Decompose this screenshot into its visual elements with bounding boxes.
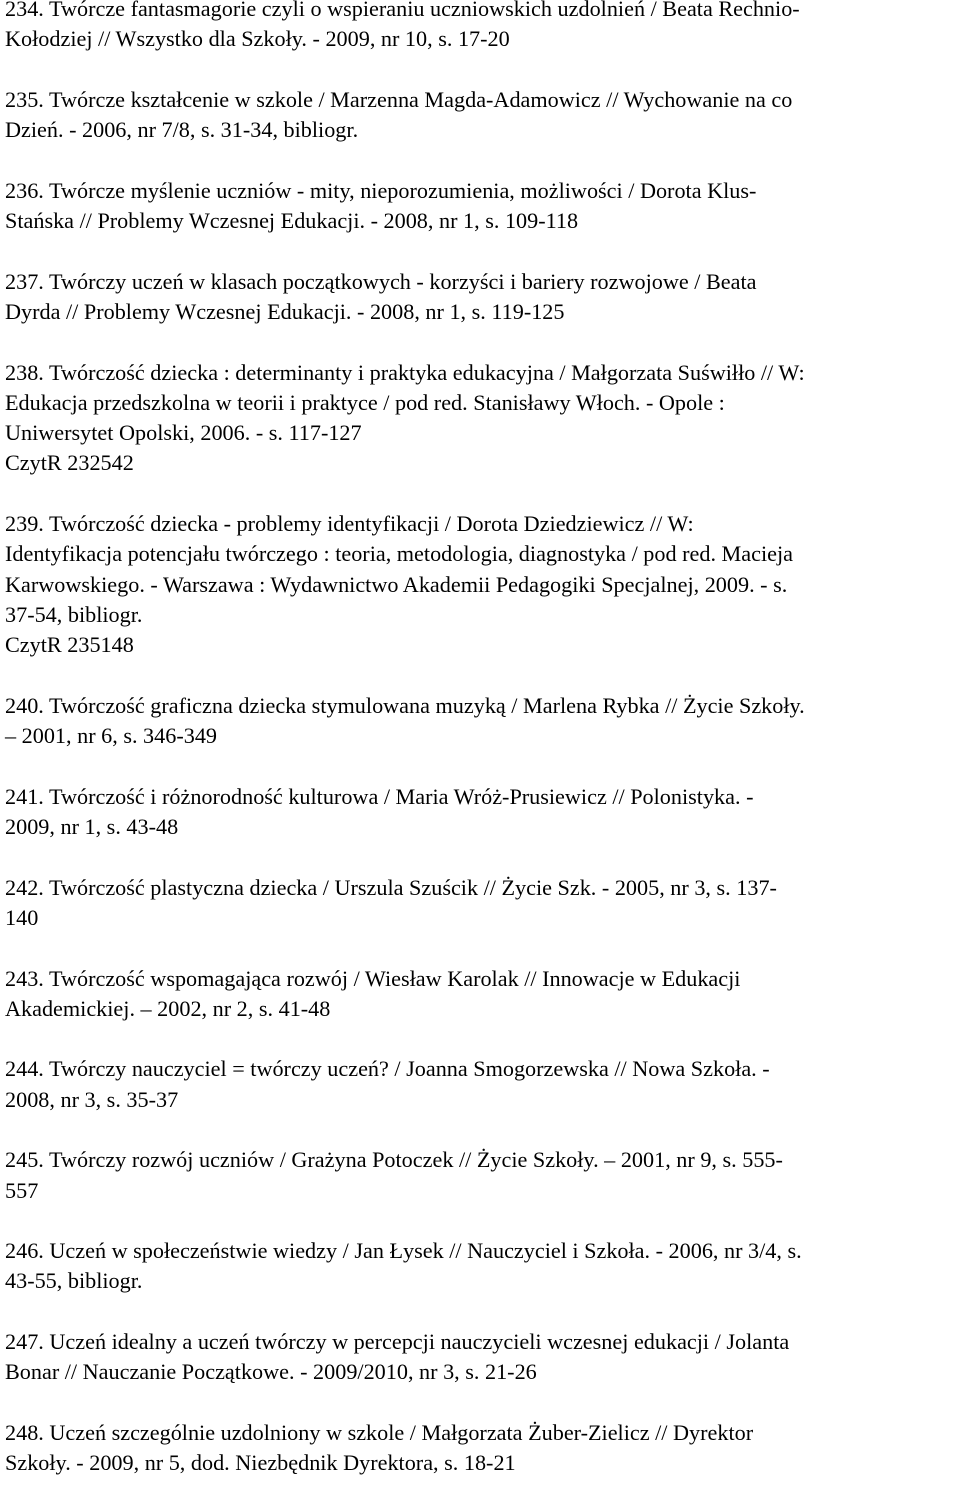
bibliography-entry-237 — [5, 267, 957, 328]
bibliography-entry-248 — [5, 1418, 957, 1479]
entry-line: Szkoły. - 2009, nr 5, dod. Niezbędnik Dyrektora, s. 18-21 — [5, 1450, 516, 1476]
entry-line: Dyrda // Problemy Wczesnej Edukacji. - 2008, nr 1, s. 119-125 — [5, 298, 565, 324]
entry-line: 237. Twórczy uczeń w klasach początkowych - korzyści i bariery rozwojowe / Beata — [5, 268, 757, 294]
bibliography-entry-243 — [5, 964, 957, 1025]
entry-line: 557 — [5, 1177, 39, 1203]
entry-line: 248. Uczeń szczególnie uzdolniony w szkole / Małgorzata Żuber-Zielicz // Dyrektor — [5, 1419, 754, 1445]
bibliography-page — [5, 0, 957, 1509]
entry-line: 241. Twórczość i różnorodność kulturowa / Maria Wróż-Prusiewicz // Polonistyka. - — [5, 783, 754, 809]
bibliography-entry-238 — [5, 358, 957, 479]
bibliography-entry-236 — [5, 176, 957, 237]
entry-line: 235. Twórcze kształcenie w szkole / Marzenna Magda-Adamowicz // Wychowanie na co — [5, 86, 793, 112]
entry-line: Kołodziej // Wszystko dla Szkoły. - 2009, nr 10, s. 17-20 — [5, 26, 510, 52]
bibliography-entry-241 — [5, 782, 957, 843]
entry-line: – 2001, nr 6, s. 346-349 — [5, 723, 218, 749]
entry-line: 43-55, bibliogr. — [5, 1268, 143, 1294]
bibliography-entry-239 — [5, 509, 957, 660]
entry-line: 243. Twórczość wspomagająca rozwój / Wiesław Karolak // Innowacje w Edukacji — [5, 965, 741, 991]
entry-line: Edukacja przedszkolna w teorii i praktyce / pod red. Stanisławy Włoch. - Opole : — [5, 389, 725, 415]
entry-line: Dzień. - 2006, nr 7/8, s. 31-34, bibliogr. — [5, 117, 359, 143]
bibliography-entry-235 — [5, 85, 957, 146]
entry-line: Bonar // Nauczanie Początkowe. - 2009/2010, nr 3, s. 21-26 — [5, 1359, 537, 1385]
entry-line: Karwowskiego. - Warszawa : Wydawnictwo Akademii Pedagogiki Specjalnej, 2009. - s. — [5, 571, 788, 597]
entry-line: 238. Twórczość dziecka : determinanty i praktyka edukacyjna / Małgorzata Suświłło // W: — [5, 359, 805, 385]
entry-line: 37-54, bibliogr. — [5, 601, 143, 627]
entry-line: 240. Twórczość graficzna dziecka stymulowana muzyką / Marlena Rybka // Życie Szkoły. — [5, 692, 805, 718]
entry-line: 239. Twórczość dziecka - problemy identyfikacji / Dorota Dziedziewicz // W: — [5, 511, 694, 537]
bibliography-entry-242 — [5, 873, 957, 934]
entry-line: 244. Twórczy nauczyciel = twórczy uczeń? / Joanna Smogorzewska // Nowa Szkoła. - — [5, 1056, 770, 1082]
entry-line: 236. Twórcze myślenie uczniów - mity, nieporozumienia, możliwości / Dorota Klus- — [5, 177, 757, 203]
entry-line: 246. Uczeń w społeczeństwie wiedzy / Jan Łysek // Nauczyciel i Szkoła. - 2006, nr 3/4, s. — [5, 1238, 802, 1264]
bibliography-entry-246 — [5, 1236, 957, 1297]
bibliography-entry-245 — [5, 1145, 957, 1206]
entry-line: 140 — [5, 904, 39, 930]
entry-line: Uniwersytet Opolski, 2006. - s. 117-127 — [5, 420, 362, 446]
entry-line: Akademickiej. – 2002, nr 2, s. 41-48 — [5, 995, 331, 1021]
entry-line: 2009, nr 1, s. 43-48 — [5, 814, 179, 840]
entry-line: 2008, nr 3, s. 35-37 — [5, 1086, 179, 1112]
entry-line: CzytR 232542 — [5, 450, 134, 476]
entry-line: Identyfikacja potencjału twórczego : teoria, metodologia, diagnostyka / pod red. Macieja — [5, 541, 793, 567]
entry-line: 242. Twórczość plastyczna dziecka / Urszula Szuścik // Życie Szk. - 2005, nr 3, s. 137- — [5, 874, 777, 900]
bibliography-entry-244 — [5, 1054, 957, 1115]
entry-line: 234. Twórcze fantasmagorie czyli o wspieraniu uczniowskich uzdolnień / Beata Rechnio- — [5, 0, 800, 21]
entry-line: 245. Twórczy rozwój uczniów / Grażyna Potoczek // Życie Szkoły. – 2001, nr 9, s. 555- — [5, 1147, 783, 1173]
entry-line: CzytR 235148 — [5, 632, 134, 658]
bibliography-entry-240 — [5, 691, 957, 752]
bibliography-entry-247 — [5, 1327, 957, 1388]
entry-line: 247. Uczeń idealny a uczeń twórczy w percepcji nauczycieli wczesnej edukacji / Jolanta — [5, 1329, 790, 1355]
bibliography-entry-234 — [5, 0, 957, 55]
entry-line: Stańska // Problemy Wczesnej Edukacji. - 2008, nr 1, s. 109-118 — [5, 208, 579, 234]
